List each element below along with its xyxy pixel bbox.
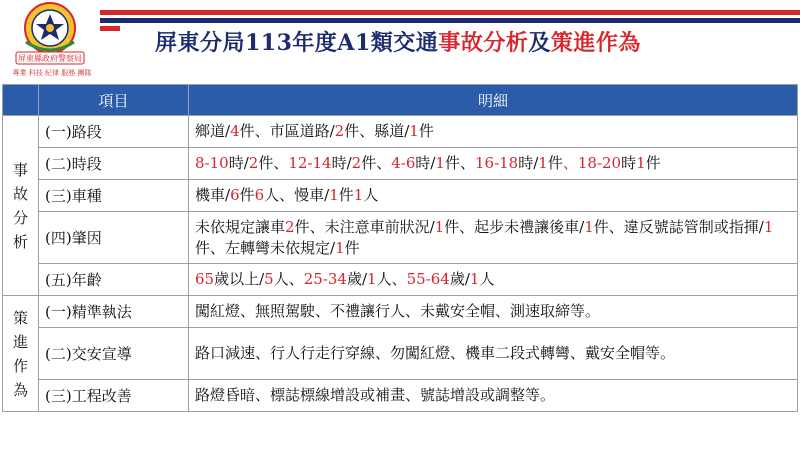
detail-text: 鄉道/ — [195, 122, 231, 140]
detail-text: 件 — [645, 154, 661, 172]
detail-number: 12-14 — [288, 154, 332, 172]
detail-number: 2 — [248, 154, 259, 172]
detail-text: 件、違反號誌管制或指揮/ — [593, 217, 764, 236]
category-char: 作 — [12, 356, 28, 375]
detail-number: 2 — [351, 154, 362, 172]
detail-number: 6 — [230, 186, 240, 204]
table-row — [3, 212, 798, 264]
police-logo — [0, 0, 100, 80]
detail-number: 1 — [353, 186, 364, 204]
detail-text: 人 — [363, 186, 379, 204]
detail-number: 1 — [329, 186, 339, 204]
detail-text: 時/ — [331, 154, 352, 172]
detail-text: 歲以上/ — [214, 270, 265, 288]
detail-text: 人 — [479, 270, 495, 288]
detail-number: 1 — [763, 217, 774, 236]
detail-text: 路口減速、行人行走行穿線、勿闖紅燈、機車二段式轉彎、戴安全帽等。 — [195, 344, 676, 362]
table-row — [3, 328, 798, 380]
category-char: 策 — [12, 308, 28, 327]
detail-text: 件、 — [361, 154, 392, 172]
detail-text: 歲/ — [449, 270, 470, 288]
detail-text: 路燈昏暗、標誌標線增設或補畫、號誌增設或調整等。 — [195, 386, 556, 404]
logo-motto: 專業 科技 紀律 服務 團隊 — [12, 69, 92, 77]
detail-number: 1 — [469, 270, 480, 288]
row-detail — [189, 380, 798, 412]
detail-number: 2 — [334, 122, 345, 140]
row-item: (二)時段 — [39, 148, 189, 180]
detail-number: 25-34 — [303, 270, 347, 288]
table-body — [3, 116, 798, 412]
title-part-4: 策進作為 — [550, 30, 641, 56]
row-item: (四)肇因 — [39, 212, 189, 264]
category-char: 為 — [12, 380, 28, 399]
detail-number: 8-10 — [195, 154, 229, 172]
detail-text: 人、 — [273, 270, 304, 288]
row-detail — [189, 148, 798, 180]
detail-text: 闖紅燈、無照駕駛、不禮讓行人、未戴安全帽、測速取締等。 — [195, 302, 601, 320]
detail-text: 時/ — [518, 154, 539, 172]
detail-number: 1 — [636, 154, 646, 172]
detail-text: 時 — [621, 154, 637, 172]
category-char: 事 — [12, 160, 28, 179]
detail-number: 55-64 — [406, 270, 450, 288]
header-detail: 明細 — [189, 85, 798, 116]
detail-number: 1 — [435, 154, 445, 172]
row-item: (五)年齡 — [39, 264, 189, 296]
detail-number: 5 — [264, 270, 274, 288]
row-item: (一)精準執法 — [39, 296, 189, 328]
detail-text: 人、 — [376, 270, 407, 288]
detail-text: 人、慢車/ — [264, 186, 330, 204]
detail-text: 件、市區道路/ — [239, 122, 335, 140]
police-badge-icon — [10, 2, 90, 68]
header-blank — [3, 85, 39, 116]
analysis-table — [2, 84, 798, 412]
category-cell — [3, 116, 39, 296]
detail-text: 件 — [239, 186, 255, 204]
table-header-row — [3, 85, 798, 116]
category-char: 進 — [12, 332, 28, 351]
table-row — [3, 380, 798, 412]
detail-text: 時/ — [415, 154, 436, 172]
detail-number: 2 — [285, 217, 295, 236]
detail-text: 件 — [344, 238, 360, 257]
row-item: (三)工程改善 — [39, 380, 189, 412]
detail-number: 16-18 — [474, 154, 519, 172]
row-detail — [189, 212, 798, 264]
logo-seal-text: 屏東縣政府警察局 — [18, 54, 82, 63]
detail-text: 時/ — [228, 154, 249, 172]
detail-number: 、18-20 — [562, 154, 622, 172]
detail-number: 1 — [367, 270, 377, 288]
title-part-3: 及 — [528, 30, 551, 56]
detail-text: 件 — [338, 186, 354, 204]
table-row — [3, 264, 798, 296]
detail-text: 未依規定讓車 — [195, 217, 286, 236]
row-item: (二)交安宣導 — [39, 328, 189, 380]
detail-number: 6 — [254, 186, 265, 204]
row-detail — [189, 180, 798, 212]
table-row — [3, 148, 798, 180]
category-char: 故 — [12, 184, 28, 203]
detail-number: 65 — [195, 270, 215, 288]
row-item: (一)路段 — [39, 116, 189, 148]
detail-number: 4-6 — [391, 154, 416, 172]
row-detail — [189, 264, 798, 296]
detail-text: 件、 — [258, 154, 289, 172]
detail-text: 件、起步未禮讓後車/ — [444, 217, 585, 236]
detail-text: 件、縣道/ — [344, 122, 410, 140]
detail-number: 1 — [335, 238, 345, 257]
row-detail — [189, 296, 798, 328]
table-row — [3, 116, 798, 148]
detail-text: 機車/ — [195, 186, 231, 204]
category-cell — [3, 296, 39, 412]
red-stripe — [0, 10, 800, 15]
detail-text: 件、未注意車前狀況/ — [294, 217, 435, 236]
row-detail — [189, 328, 798, 380]
title-part-1: 屏東分局113年度A1類交通 — [155, 30, 439, 56]
table-row — [3, 296, 798, 328]
header-item: 項目 — [39, 85, 189, 116]
title-part-2: 事故分析 — [438, 30, 529, 56]
table-row — [3, 180, 798, 212]
detail-text: 歲/ — [346, 270, 368, 288]
navy-stripe — [0, 18, 800, 23]
category-char: 分 — [12, 208, 28, 227]
detail-number: 1 — [584, 217, 594, 236]
page-title — [155, 26, 641, 57]
detail-text: 件 — [547, 154, 563, 172]
detail-number: 1 — [538, 154, 548, 172]
detail-text: 件、左轉彎未依規定/ — [195, 238, 336, 257]
row-item: (三)車種 — [39, 180, 189, 212]
detail-text: 件、 — [444, 154, 475, 172]
row-detail — [189, 116, 798, 148]
category-char: 析 — [12, 232, 28, 251]
detail-number: 1 — [409, 122, 419, 140]
detail-number: 1 — [434, 217, 445, 236]
slide-header — [0, 0, 800, 83]
detail-number: 4 — [230, 122, 240, 140]
detail-text: 件 — [418, 122, 434, 140]
